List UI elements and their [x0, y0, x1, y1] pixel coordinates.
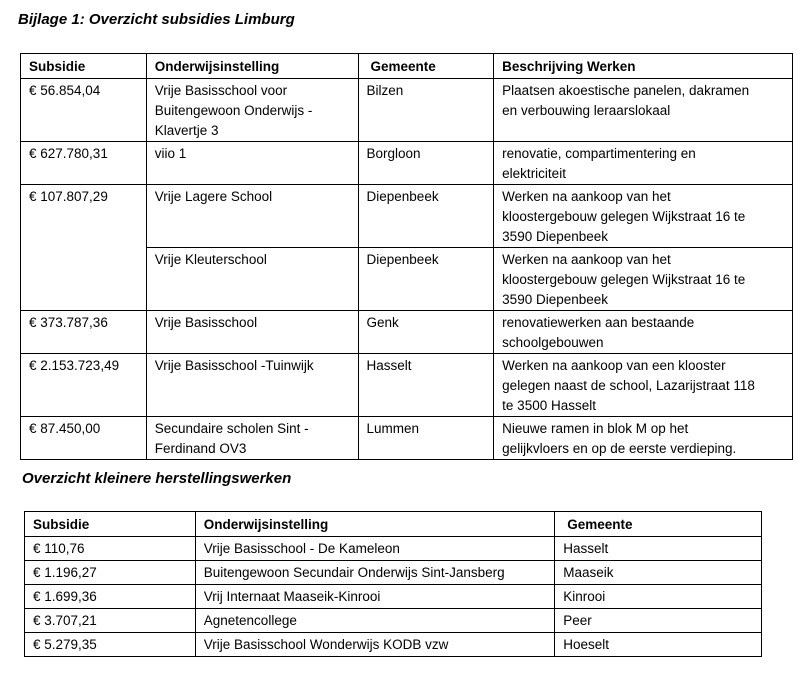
instelling-cell [146, 311, 358, 354]
gemeente-cell: Hasselt [358, 354, 494, 417]
table-header-row [21, 54, 793, 79]
page-title: Bijlage 1: Overzicht subsidies Limburg [18, 11, 295, 28]
instelling-cell-line: viio 1 [154, 146, 187, 161]
subsidie-cell: € 110,76 [25, 537, 196, 561]
table-row [21, 417, 793, 460]
beschrijving-cell-line: Werken na aankoop van een klooster [502, 358, 726, 373]
beschrijving-cell-line: schoolgebouwen [502, 335, 604, 350]
table-row [25, 561, 762, 585]
gemeente-cell: Kinrooi [555, 585, 762, 609]
gemeente-cell: Bilzen [358, 79, 494, 142]
instelling-cell-line: Klavertje 3 [154, 123, 219, 138]
table-row [25, 537, 762, 561]
instelling-cell-line: Vrije Kleuterschool [154, 252, 267, 267]
table-row [21, 185, 793, 248]
table-row [21, 142, 793, 185]
column-header-subsidie: Subsidie [21, 54, 147, 79]
instelling-cell [146, 185, 358, 248]
gemeente-cell: Peer [555, 609, 762, 633]
beschrijving-cell [494, 142, 793, 185]
beschrijving-cell-line: 3590 Diepenbeek [502, 229, 609, 244]
subsidie-cell [21, 248, 147, 311]
beschrijving-cell-line: 3590 Diepenbeek [502, 292, 609, 307]
gemeente-cell: Hoeselt [555, 633, 762, 657]
instelling-cell-line: Vrije Lagere School [154, 189, 273, 204]
column-header-onderwijsinstelling: Onderwijsinstelling [146, 54, 358, 79]
beschrijving-cell [494, 79, 793, 142]
instelling-cell-line: Vrije Basisschool -Tuinwijk [154, 358, 314, 373]
subsidie-cell: € 627.780,31 [21, 142, 147, 185]
instelling-cell [146, 354, 358, 417]
column-header-onderwijsinstelling: Onderwijsinstelling [195, 512, 554, 537]
table-row [25, 609, 762, 633]
instelling-cell: Vrije Basisschool Wonderwijs KODB vzw [195, 633, 554, 657]
subsidie-cell: € 56.854,04 [21, 79, 147, 142]
beschrijving-cell-line: renovatiewerken aan bestaande [502, 315, 695, 330]
beschrijving-cell-line: gelijkvloers en op de eerste verdieping. [502, 441, 737, 456]
instelling-cell: Buitengewoon Secundair Onderwijs Sint-Jansberg [195, 561, 554, 585]
herstellingswerken-table [24, 511, 762, 657]
beschrijving-cell-line: kloostergebouw gelegen Wijkstraat 16 te [502, 272, 746, 287]
gemeente-cell: Borgloon [358, 142, 494, 185]
column-header-beschrijving: Beschrijving Werken [494, 54, 793, 79]
beschrijving-cell [494, 311, 793, 354]
beschrijving-cell [494, 354, 793, 417]
instelling-cell: Agnetencollege [195, 609, 554, 633]
gemeente-cell: Genk [358, 311, 494, 354]
beschrijving-cell-line: kloostergebouw gelegen Wijkstraat 16 te [502, 209, 746, 224]
subsidie-cell: € 1.196,27 [25, 561, 196, 585]
beschrijving-cell [494, 248, 793, 311]
subsidie-cell: € 373.787,36 [21, 311, 147, 354]
table-row [21, 79, 793, 142]
column-header-gemeente: Gemeente [358, 54, 494, 79]
instelling-cell [146, 417, 358, 460]
beschrijving-cell-line: Nieuwe ramen in blok M op het [502, 421, 689, 436]
subsidie-cell: € 2.153.723,49 [21, 354, 147, 417]
instelling-cell-line: Secundaire scholen Sint - [154, 421, 309, 436]
gemeente-cell: Diepenbeek [358, 185, 494, 248]
beschrijving-cell-line: Plaatsen akoestische panelen, dakramen [502, 83, 750, 98]
table-row [25, 585, 762, 609]
instelling-cell-line: Vrije Basisschool [154, 315, 258, 330]
gemeente-cell: Lummen [358, 417, 494, 460]
gemeente-cell: Hasselt [555, 537, 762, 561]
beschrijving-cell [494, 185, 793, 248]
table-row [25, 633, 762, 657]
instelling-cell [146, 248, 358, 311]
instelling-cell-line: Ferdinand OV3 [154, 441, 247, 456]
beschrijving-cell [494, 417, 793, 460]
column-header-subsidie: Subsidie [25, 512, 196, 537]
subsidies-table [20, 53, 793, 460]
gemeente-cell: Maaseik [555, 561, 762, 585]
instelling-cell: Vrij Internaat Maaseik-Kinrooi [195, 585, 554, 609]
table-header-row [25, 512, 762, 537]
beschrijving-cell-line: te 3500 Hasselt [502, 398, 596, 413]
table-row [21, 248, 793, 311]
beschrijving-cell-line: elektriciteit [502, 166, 566, 181]
subsidie-cell: € 5.279,35 [25, 633, 196, 657]
section-title: Overzicht kleinere herstellingswerken [22, 470, 292, 487]
subsidie-cell: € 1.699,36 [25, 585, 196, 609]
table-row [21, 311, 793, 354]
subsidie-cell: € 87.450,00 [21, 417, 147, 460]
instelling-cell-line: Vrije Basisschool voor [154, 83, 288, 98]
table-row [21, 354, 793, 417]
beschrijving-cell-line: gelegen naast de school, Lazarijstraat 118 [502, 378, 755, 393]
instelling-cell: Vrije Basisschool - De Kameleon [195, 537, 554, 561]
column-header-gemeente: Gemeente [555, 512, 762, 537]
beschrijving-cell-line: renovatie, compartimentering en [502, 146, 696, 161]
beschrijving-cell-line: Werken na aankoop van het [502, 189, 671, 204]
subsidie-cell: € 107.807,29 [21, 185, 147, 248]
gemeente-cell: Diepenbeek [358, 248, 494, 311]
beschrijving-cell-line: Werken na aankoop van het [502, 252, 671, 267]
subsidie-cell: € 3.707,21 [25, 609, 196, 633]
beschrijving-cell-line: en verbouwing leraarslokaal [502, 103, 671, 118]
instelling-cell [146, 142, 358, 185]
instelling-cell-line: Buitengewoon Onderwijs - [154, 103, 313, 118]
instelling-cell [146, 79, 358, 142]
